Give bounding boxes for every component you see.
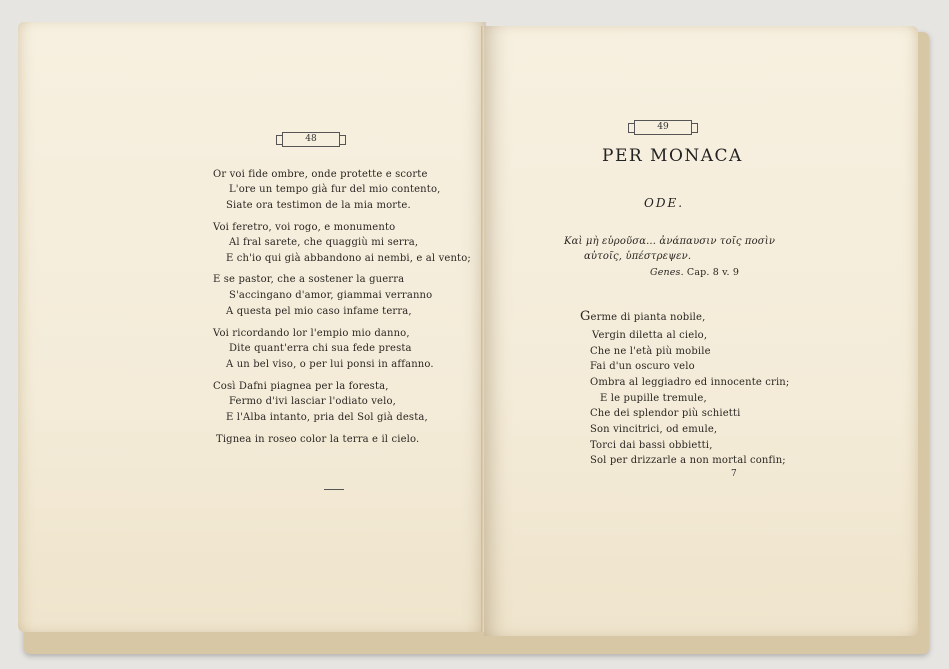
verse-line: A questa pel mio caso infame terra, [226, 306, 412, 317]
reference-chapter: Cap. 8 v. 9 [683, 267, 740, 278]
page-number-left: 48 [282, 132, 340, 147]
verse-line: Sol per drizzarle a non mortal confin; [590, 455, 786, 466]
right-page [484, 26, 918, 636]
end-rule [324, 489, 344, 490]
verse-line: A un bel viso, o per lui ponsi in affanno. [226, 359, 434, 370]
verse-line: Vergin diletta al cielo, [592, 330, 708, 341]
verse-line: Al fral sarete, che quaggiù mi serra, [229, 237, 419, 248]
verse-line: E le pupille tremule, [600, 393, 707, 404]
drop-cap: G [580, 309, 591, 324]
first-line-text: erme di pianta nobile, [590, 312, 706, 323]
verse-line: Fermo d'ivi lasciar l'odiato velo, [229, 396, 396, 407]
verse-line: Ombra al leggiadro ed innocente crin; [590, 377, 790, 388]
page-number-right: 49 [634, 120, 692, 135]
signature-mark: 7 [731, 469, 737, 479]
reference-book: Genes. [650, 267, 684, 278]
verse-line: Son vincitrici, od emule, [590, 424, 718, 435]
verse-line: Che dei splendor più schietti [590, 408, 741, 419]
epigraph-line: Καὶ μὴ εὑροῦσα... ἀνάπαυσιν τοῖς ποσὶν [564, 236, 776, 247]
verse-line: Che ne l'età più mobile [590, 346, 711, 357]
verse-line: Siate ora testimon de la mia morte. [226, 200, 411, 211]
poem-subtitle: ODE. [644, 196, 685, 210]
verse-line: Voi feretro, voi rogo, e monumento [213, 222, 396, 233]
poem-title: PER MONACA [602, 146, 743, 166]
verse-line: E ch'io qui già abbandono ai nembi, e al vento; [226, 253, 471, 264]
left-page [18, 22, 486, 632]
epigraph-line: αὐτοῖς, ὑπέστρεψεν. [584, 251, 692, 262]
verse-line: E l'Alba intanto, pria del Sol già desta, [226, 412, 428, 423]
verse-line: Tignea in roseo color la terra e il cielo. [216, 434, 420, 445]
open-book [18, 22, 926, 650]
verse-line: Così Dafni piagnea per la foresta, [213, 381, 389, 392]
verse-line: Or voi fide ombre, onde protette e scorte [213, 169, 428, 180]
verse-line: Fai d'un oscuro velo [590, 361, 695, 372]
verse-line: Dite quant'erra chi sua fede presta [229, 343, 412, 354]
verse-line: L'ore un tempo già fur del mio contento, [229, 184, 441, 195]
verse-line: E se pastor, che a sostener la guerra [213, 274, 405, 285]
first-verse-line [580, 309, 705, 324]
verse-line: S'accingano d'amor, giammai verranno [229, 290, 433, 301]
verse-line: Voi ricordando lor l'empio mio danno, [213, 328, 410, 339]
epigraph-reference [650, 267, 739, 278]
verse-line: Torci dai bassi obbietti, [590, 440, 713, 451]
